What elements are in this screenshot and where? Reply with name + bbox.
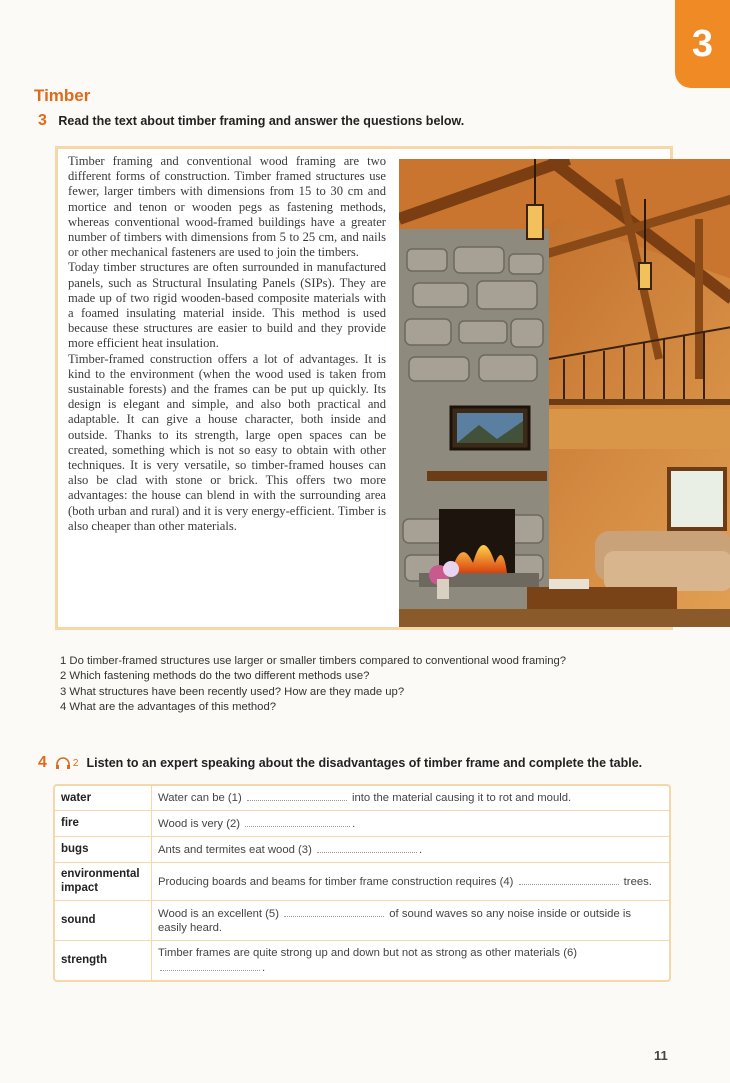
question-item: 3 What structures have been recently used? How are they made up?	[60, 685, 405, 698]
exercise-4-number: 4	[38, 754, 47, 771]
exercise-3-number: 3	[38, 112, 47, 129]
row-label: water	[55, 786, 152, 810]
reading-paragraph-1: Timber framing and conventional wood framing are two different forms of construction. Timber framed structures use fewer, larger timbers with dimensions from 15 to 30 cm and mortice and tenon or wooden pegs as fastening methods, whereas conventional wood-framed buildings have a greater number of timbers with dimensions from 5 to 25 cm, and nails or other mechanical fasteners are used to join the timbers.	[68, 154, 386, 260]
reading-paragraph-2: Today timber structures are often surrounded in manufactured panels, such as Structural Insulating Panels (SIPs). They are made up of two rigid wooden-based composite materials with a foamed insulating material inside. This method is used because these structures are easier to build and they provide more efficient heat insulation.	[68, 260, 386, 351]
table-row	[55, 900, 669, 940]
reading-box	[55, 146, 673, 630]
row-label: sound	[55, 900, 152, 940]
exercise-4-instruction: Listen to an expert speaking about the disadvantages of timber frame and complete the table.	[86, 756, 643, 770]
row-text: Timber frames are quite strong up and down but not as strong as other materials (6) .	[152, 940, 670, 980]
row-label: bugs	[55, 836, 152, 862]
table-row	[55, 862, 669, 900]
answer-blank-3[interactable]	[317, 842, 417, 853]
exercise-4-heading	[38, 754, 642, 772]
row-label: strength	[55, 940, 152, 980]
table-row	[55, 836, 669, 862]
row-text: Ants and termites eat wood (3) .	[152, 836, 670, 862]
chapter-number: 3	[691, 22, 714, 65]
exercise-3-heading	[38, 112, 464, 130]
answer-blank-2[interactable]	[245, 816, 350, 827]
question-item: 2 Which fastening methods do the two different methods use?	[60, 670, 370, 683]
question-item: 4 What are the advantages of this method?	[60, 700, 277, 713]
table-row	[55, 940, 669, 980]
page-number: 11	[654, 1048, 668, 1063]
chapter-tab	[675, 0, 730, 88]
table-row	[55, 810, 669, 836]
row-label: fire	[55, 810, 152, 836]
row-text: Wood is an excellent (5) of sound waves so any noise inside or outside is easily heard.	[152, 900, 670, 940]
answer-blank-4[interactable]	[519, 874, 619, 885]
answer-blank-6[interactable]	[160, 960, 260, 971]
row-text: Wood is very (2) .	[152, 810, 670, 836]
answer-blank-1[interactable]	[247, 790, 347, 801]
row-label: environmental impact	[55, 862, 152, 900]
exercise-3-instruction: Read the text about timber framing and answer the questions below.	[58, 114, 465, 128]
question-item: 1 Do timber-framed structures use larger or smaller timbers compared to conventional wood framing?	[60, 655, 567, 667]
reading-text	[68, 154, 386, 534]
timber-interior-illustration	[399, 159, 730, 627]
row-text: Water can be (1) into the material causing it to rot and mould.	[158, 792, 572, 805]
reading-paragraph-3: Timber-framed construction offers a lot of advantages. It is kind to the environment (when the wood used is taken from sustainable forests) and the frames can be put up quickly. Its design is elegant and simple, and also both practical and adaptable. It can give a house character, both inside and outside. Thanks to its strength, large open spaces can be created, something which is not so easy to obtain with other techniques. It is very versatile, so timber-framed houses can also be clad with stone or brick. This offers two more advantages: the house can blend in with the surrounding area (both urban and rural) and it is very energy-efficient. Timber is also cheaper than other materials.	[68, 351, 386, 533]
timber-interior-photo	[399, 159, 730, 627]
answer-blank-5[interactable]	[284, 906, 384, 917]
disadvantages-table	[53, 784, 671, 982]
table-row	[55, 786, 669, 810]
audio-track-icon	[55, 756, 79, 770]
row-text: Producing boards and beams for timber frame construction requires (4) trees.	[152, 862, 670, 900]
track-number: 2	[72, 757, 79, 769]
section-title: Timber	[34, 86, 91, 105]
question-list	[60, 654, 566, 715]
